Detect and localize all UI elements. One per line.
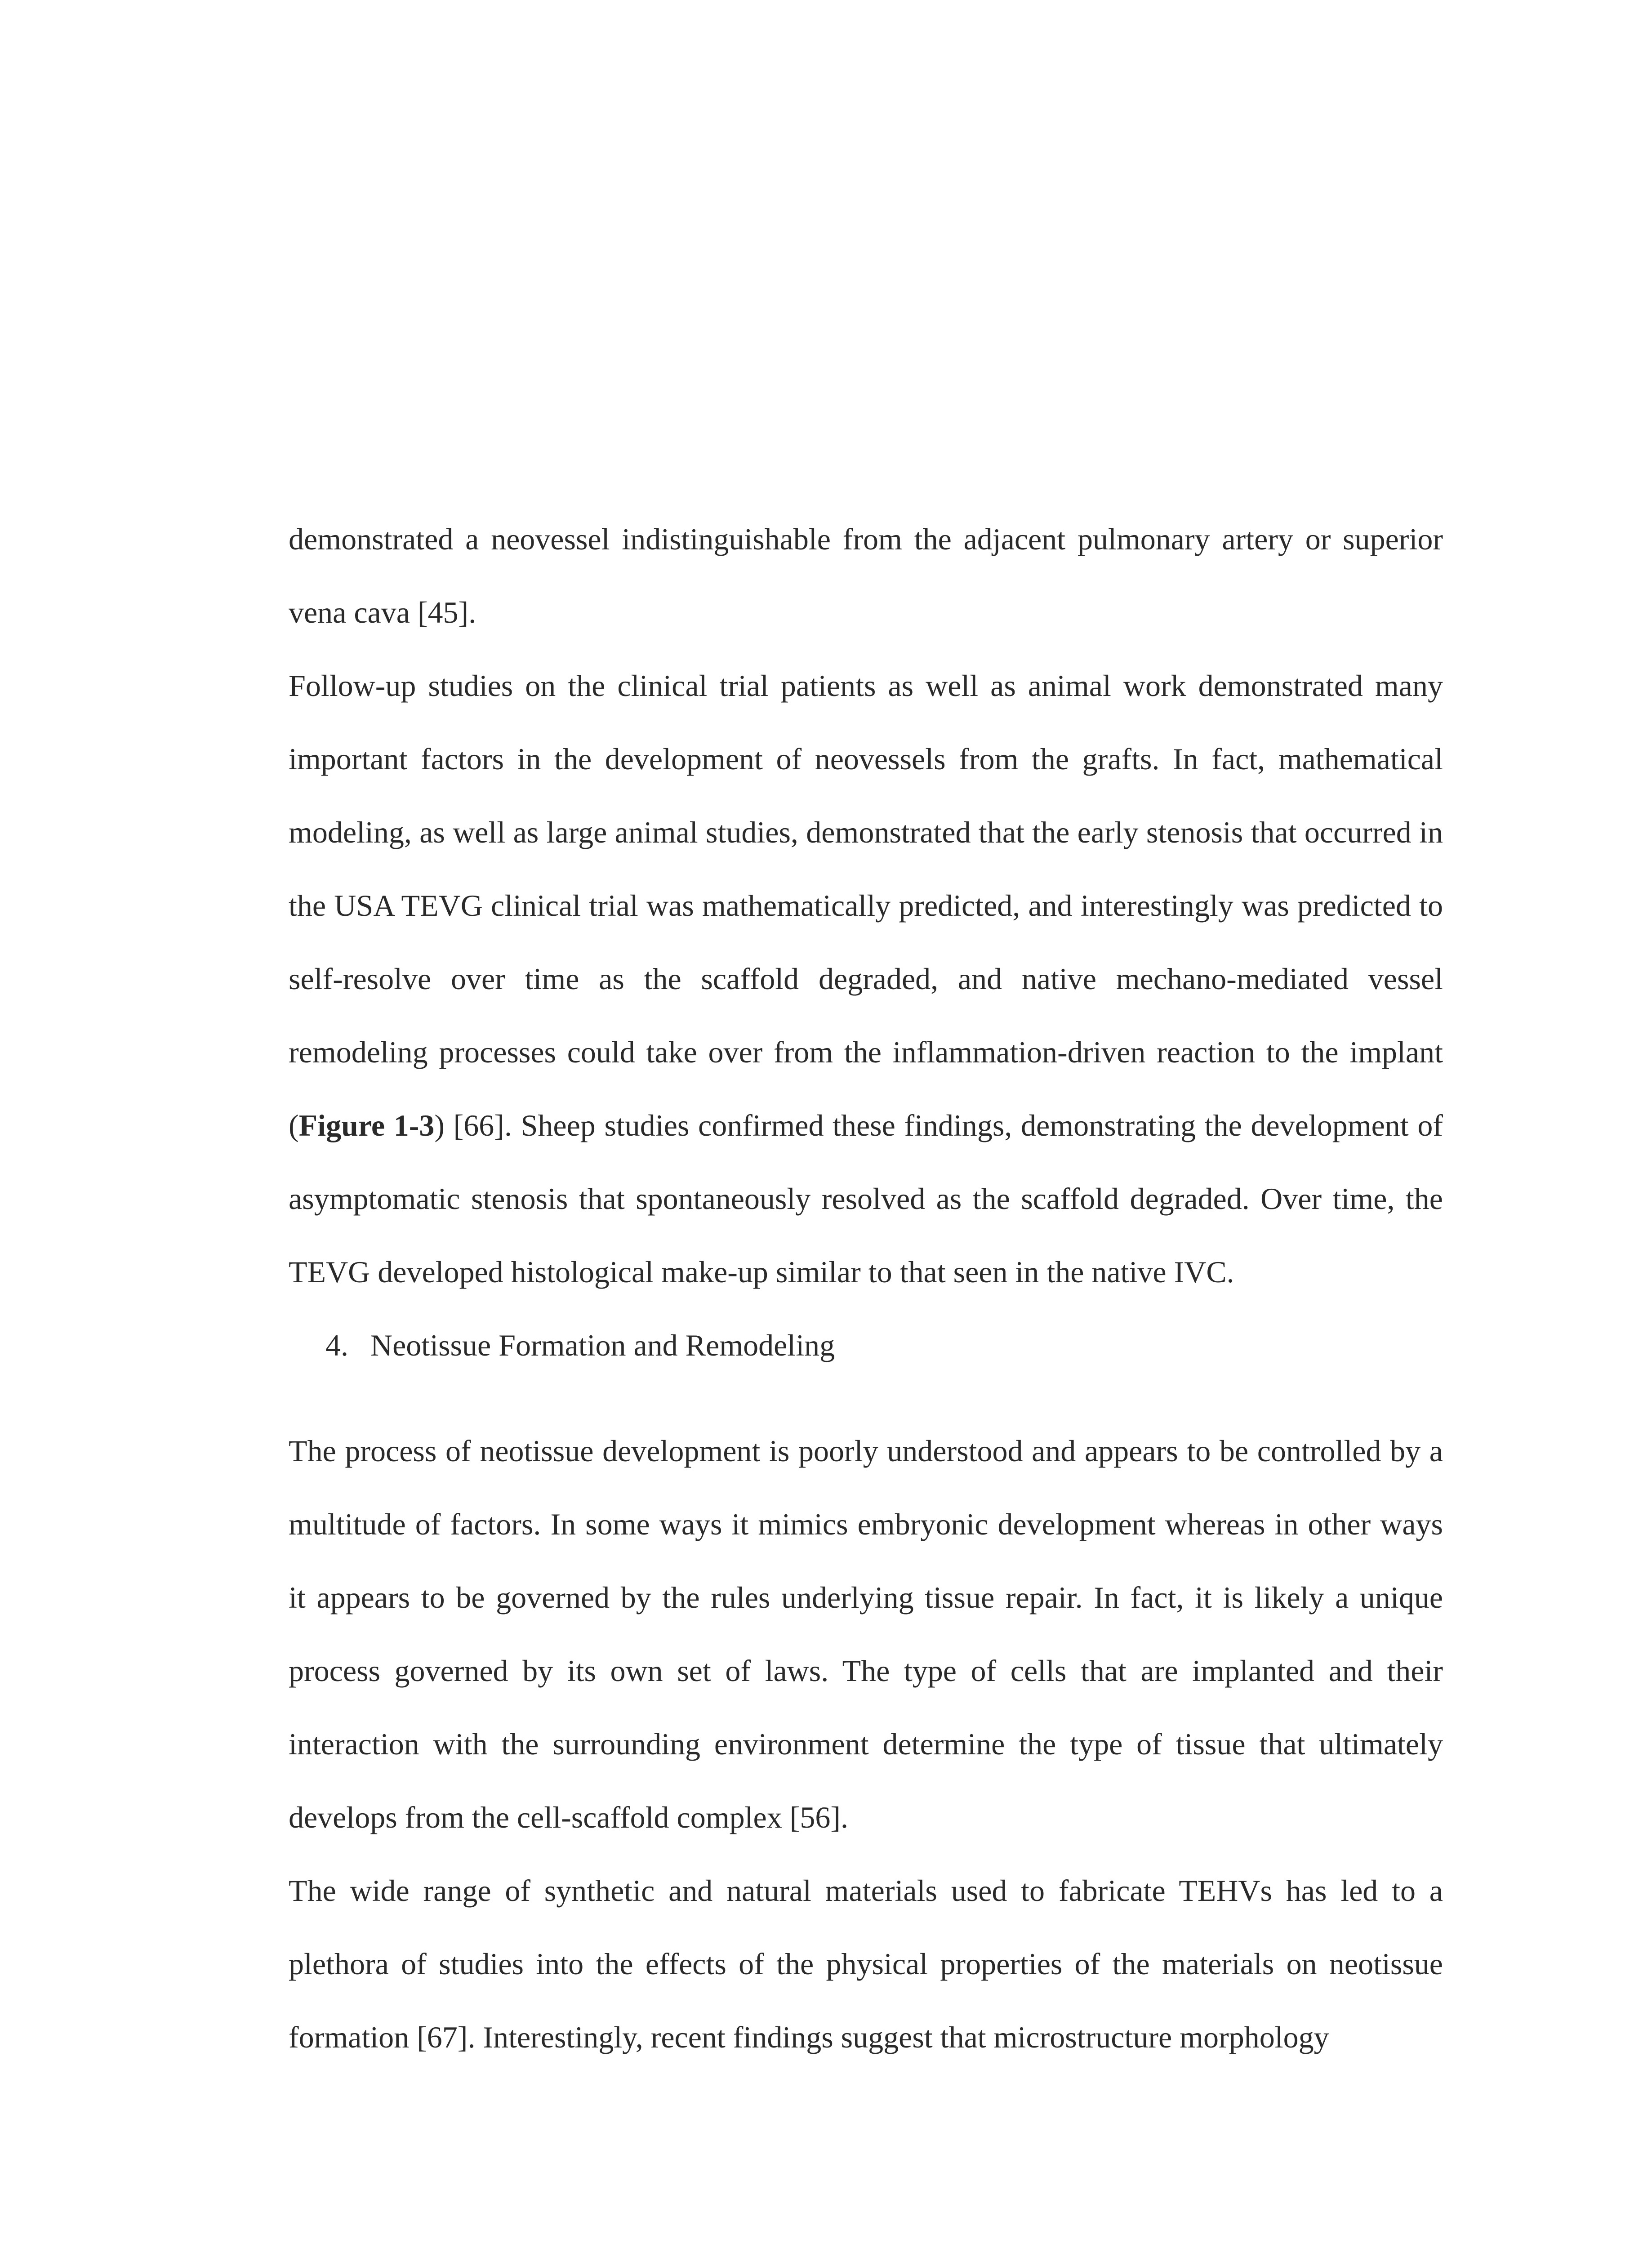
paragraph-text: ) [66]. Sheep studies confirmed these findings, demonstrating the development of asymptomatic stenosis that spontaneously resolved as the scaffold degraded. Over time, the TEVG developed histological make-up similar to that seen in the native IVC. <box>289 1108 1443 1289</box>
paragraph-continuation: demonstrated a neovessel indistinguishable from the adjacent pulmonary artery or superior vena cava [45]. <box>289 522 1443 629</box>
body-text <box>289 503 1443 2074</box>
paragraph-neotissue-process: The process of neotissue development is poorly understood and appears to be controlled by a multitude of factors. In some ways it mimics embryonic development whereas in other ways it appears to be governed by the rules underlying tissue repair. In fact, it is likely a unique process governed by its own set of laws. The type of cells that are implanted and their interaction with the surrounding environment determine the type of tissue that ultimately develops from the cell-scaffold complex [56]. <box>289 1434 1443 1834</box>
paragraph-materials: The wide range of synthetic and natural materials used to fabricate TEHVs has led to a plethora of studies into the effects of the physical properties of the materials on neotissue formation [67]. Interestingly, recent findings suggest that microstructure morphology <box>289 1873 1443 2054</box>
paragraph-follow-up-studies <box>289 649 1443 1309</box>
paragraph-text: Follow-up studies on the clinical trial patients as well as animal work demonstrated many important factors in the development of neovessels from the grafts. In fact, mathematical modeling, as well as large animal studies, demonstrated that the early stenosis that occurred in the USA TEVG clinical trial was mathematically predicted, and interestingly was predicted to self-resolve over time as the scaffold degraded, and native mechano-mediated vessel remodeling processes could take over from the inflammation-driven reaction to the implant ( <box>289 669 1443 1142</box>
figure-reference[interactable]: Figure 1-3 <box>298 1108 435 1142</box>
section-number: 4. <box>325 1328 348 1362</box>
section-heading <box>289 1309 1443 1382</box>
section-title: Neotissue Formation and Remodeling <box>370 1328 835 1362</box>
